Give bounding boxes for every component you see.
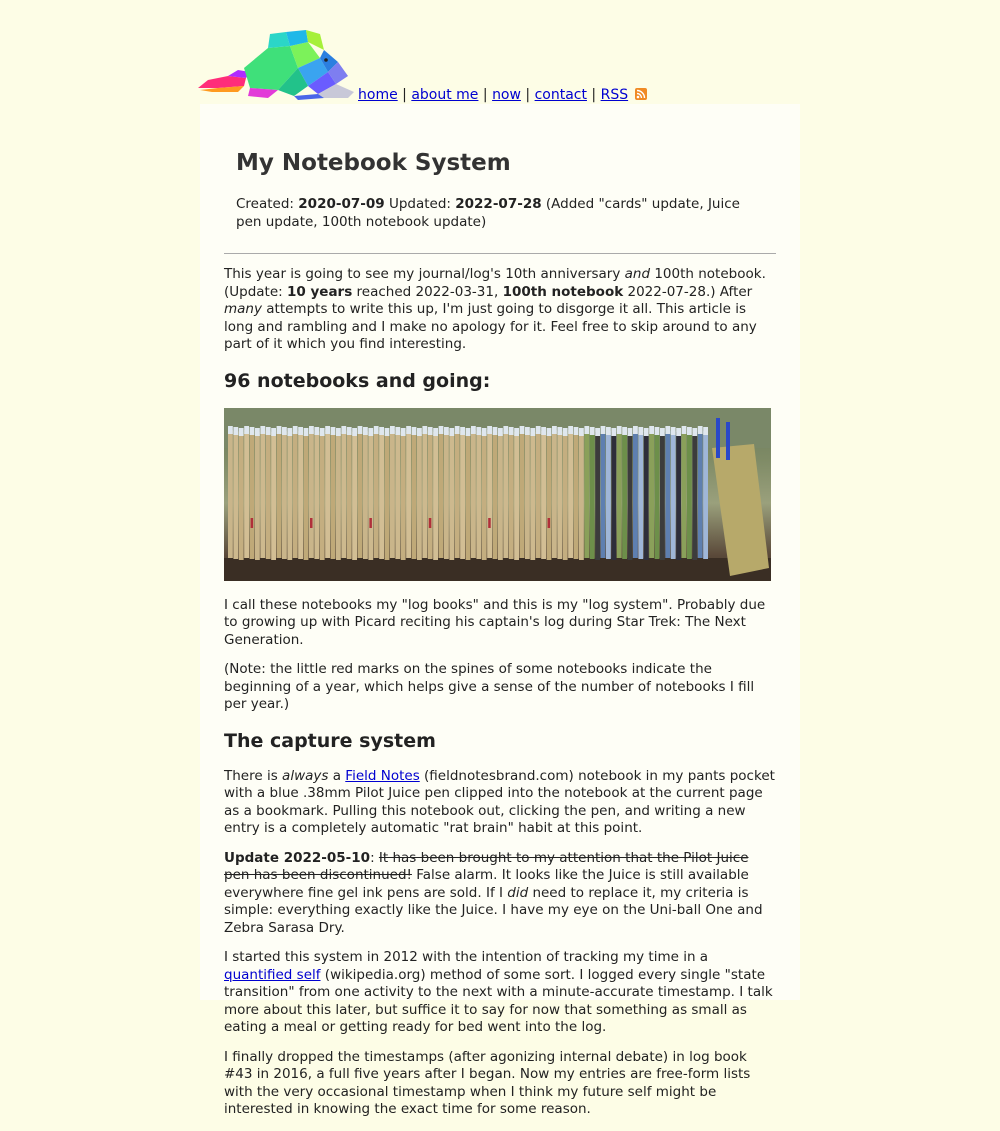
update-struck-text: It has been brought to my attention that the Pilot Juice pen has been discontinued! — [224, 849, 749, 883]
nav-home-link[interactable]: home — [358, 87, 398, 103]
nav-about-link[interactable]: about me — [411, 87, 479, 103]
capture-emphasis: always — [282, 767, 329, 784]
intro-text: 2022-07-28.) After — [623, 283, 753, 300]
nav-now-link[interactable]: now — [492, 87, 521, 103]
started-text: I started this system in 2012 with the intention of tracking my time in a — [224, 949, 709, 965]
created-date: 2020-07-09 — [298, 196, 385, 212]
nav-contact-link[interactable]: contact — [534, 87, 587, 103]
capture-text: There is — [224, 767, 283, 784]
article-content — [224, 104, 776, 1131]
started-paragraph — [224, 949, 776, 1037]
logbooks-paragraph: I call these notebooks my "log books" and this is my "log system". Probably due to growing up with Picard reciting his captain's log during Star Trek: The Next Generation. — [224, 596, 766, 648]
article-dates — [236, 196, 764, 231]
intro-bold: 100th notebook — [502, 283, 624, 300]
section-heading-notebooks: 96 notebooks and going: — [224, 369, 491, 392]
update-text: need to replace it, my criteria is simple: everything exactly like the Juice. I have my eye on the Uni-ball One and Zebra Sarasa Dry. — [224, 884, 763, 936]
field-notes-link[interactable]: Field Notes — [345, 767, 420, 784]
nav-separator: | — [525, 87, 531, 103]
nav-rss-link[interactable]: RSS — [600, 87, 629, 103]
intro-text: reached 2022-03-31, — [352, 283, 503, 300]
notebooks-photo — [224, 408, 771, 581]
article-page — [200, 104, 800, 1117]
nav-separator: | — [591, 87, 597, 103]
site-header — [198, 28, 802, 104]
capture-text: (fieldnotesbrand.com) notebook in my pants pocket with a blue .38mm Pilot Juice pen clipped into the notebook at the current page as a bookmark. Pulling this notebook out, clicking the pen, and writing a new entry is a completely automatic "rat brain" habit at this point. — [224, 767, 775, 836]
intro-emphasis: many — [224, 301, 262, 317]
red-marks-note: (Note: the little red marks on the spines of some notebooks indicate the beginning of a year, which helps give a sense of the number of notebooks I fill per year.) — [224, 661, 755, 712]
page-title: My Notebook System — [236, 150, 511, 176]
updated-date: 2022-07-28 — [455, 196, 542, 212]
title-divider — [224, 253, 776, 254]
capture-text: a — [328, 767, 346, 784]
quantified-self-link[interactable]: quantified self — [224, 966, 321, 983]
update-emphasis: did — [507, 884, 529, 901]
title-block — [224, 104, 776, 231]
nav-separator: | — [402, 87, 407, 103]
site-nav — [358, 86, 647, 104]
timestamps-paragraph: I finally dropped the timestamps (after agonizing internal debate) in log book #43 in 2016, a full five years after I began. Now my entries are free-form lists with the very occasional timestamp when I think my future self might be interested in knowing the exact time for some reason. — [224, 1048, 751, 1117]
intro-paragraph — [224, 266, 776, 354]
intro-bold: 10 years — [287, 283, 353, 300]
intro-text: This year is going to see my journal/log's 10th anniversary — [224, 266, 625, 282]
started-text: (wikipedia.org) method of some sort. I logged every single "state transition" from one activity to the next with a minute-accurate timestamp. I talk more about this later, but suffice it to say for now that something as small as eating a meal or getting ready for bed went into the log. — [224, 966, 773, 1035]
capture-paragraph — [224, 768, 776, 838]
intro-text: 100th notebook. (Update: — [224, 266, 766, 300]
intro-text: attempts to write this up, I'm just going to disgorge it all. This article is long and rambling and I make no apology for it. Feel free to skip around to any part of it which you find interesting. — [224, 301, 757, 352]
update-text: : — [370, 849, 379, 866]
rss-feed-icon[interactable] — [635, 88, 647, 100]
notebooks-photo-drawing — [224, 408, 771, 581]
update-paragraph — [224, 850, 776, 938]
update-label: Update 2022-05-10 — [224, 849, 371, 866]
created-label: Created: — [236, 196, 294, 212]
polygon-rat-logo[interactable] — [198, 28, 356, 100]
nav-separator: | — [482, 87, 488, 103]
updated-label: Updated: — [388, 196, 451, 212]
intro-emphasis: and — [624, 266, 651, 282]
updated-note: (Added "cards" update, Juice pen update, 100th notebook update) — [236, 196, 740, 230]
update-text: False alarm. It looks like the Juice is still available everywhere fine gel ink pens are sold. If I — [224, 867, 749, 901]
section-heading-capture: The capture system — [224, 729, 436, 752]
